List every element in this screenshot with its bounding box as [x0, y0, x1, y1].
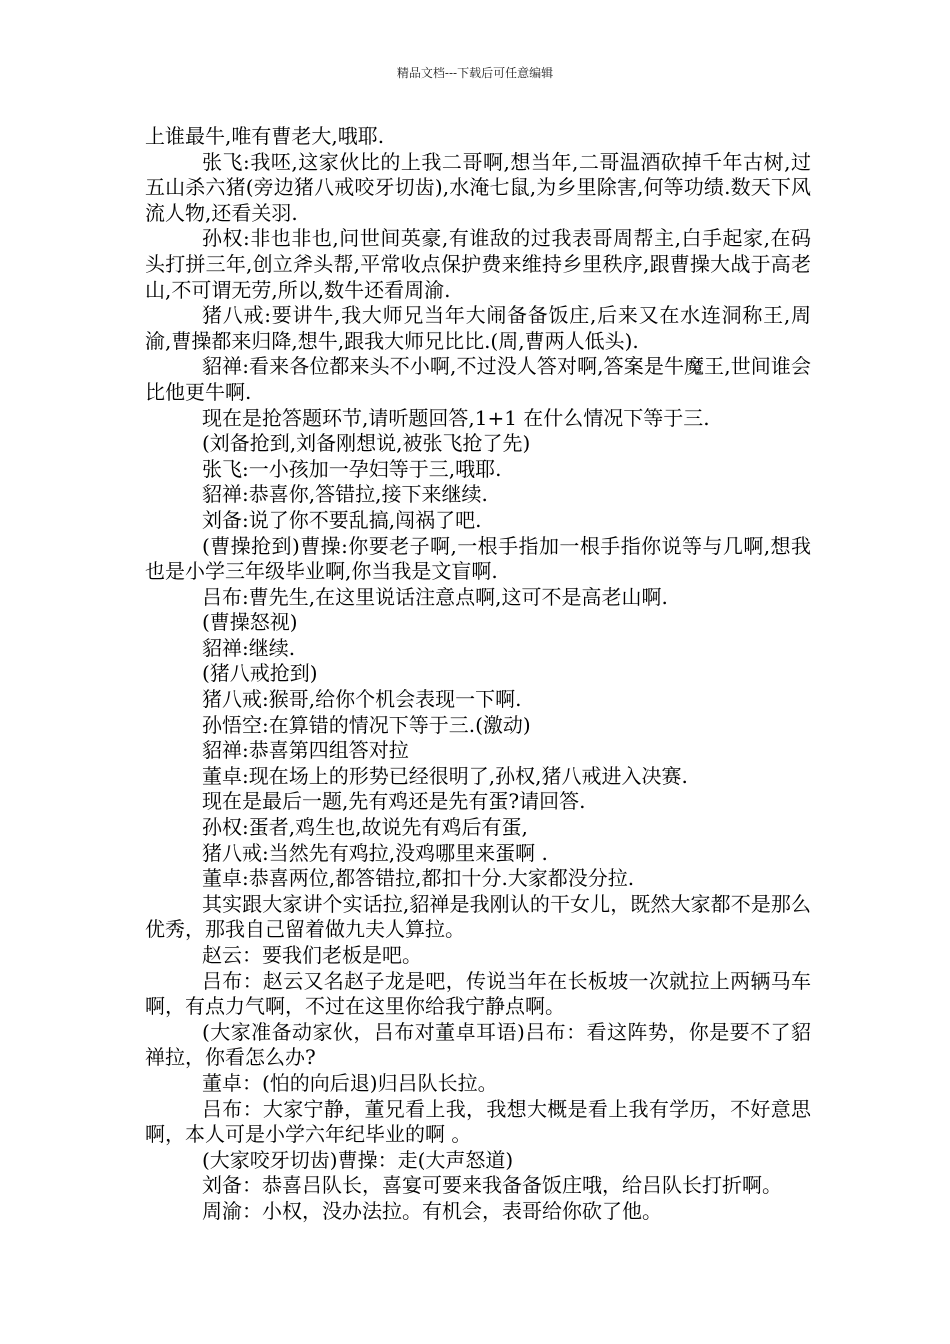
paragraph: 董卓:现在场上的形势已经很明了,孙权,猪八戒进入决赛. — [202, 763, 688, 788]
paragraph: 张飞:我呸,这家伙比的上我二哥啊,想当年,二哥温酒砍掉千年古树,过五山杀六猪(旁边猪八戒咬牙切齿),水淹七鼠,为乡里除害,何等功绩.数天下风流人物,还看关羽. — [145, 149, 811, 225]
paragraph: 吕布：赵云又名赵子龙是吧，传说当年在长板坡一次就拉上两辆马车啊，有点力气啊，不过在这里你给我宁静点啊。 — [145, 968, 811, 1019]
paragraph: 现在是抢答题环节,请听题回答,1+1 在什么情况下等于三. — [202, 405, 710, 430]
paragraph: 上谁最牛,唯有曹老大,哦耶. — [145, 124, 385, 148]
paragraph: 赵云：要我们老板是吧。 — [202, 943, 422, 967]
paragraph: 吕布:曹先生,在这里说话注意点啊,这可不是高老山啊. — [202, 584, 668, 609]
paragraph: 貂禅:恭喜第四组答对拉 — [202, 738, 409, 763]
paragraph: 猪八戒:要讲牛,我大师兄当年大闹备备饭庄,后来又在水连洞称王,周渝,曹操都来归降,想牛,跟我大师兄比比.(周,曹两人低头). — [145, 303, 811, 353]
paragraph: (大家咬牙切齿)曹操：走(大声怒道) — [202, 1147, 514, 1172]
paragraph: 猪八戒:当然先有鸡拉,没鸡哪里来蛋啊 . — [202, 840, 548, 865]
paragraph: 其实跟大家讲个实话拉,貂禅是我刚认的干女儿，既然大家都不是那么优秀，那我自己留着做九夫人算拉。 — [145, 891, 811, 942]
paragraph: 猪八戒:猴哥,给你个机会表现一下啊. — [202, 687, 522, 712]
paragraph: 现在是最后一题,先有鸡还是先有蛋?请回答. — [202, 789, 586, 814]
paragraph: 孙权:蛋者,鸡生也,故说先有鸡后有蛋, — [202, 815, 528, 840]
paragraph: 孙权:非也非也,问世间英豪,有谁敌的过我表哥周帮主,白手起家,在码头打拼三年,创立斧头帮,平常收点保护费来维持乡里秩序,跟曹操大战于高老山,不可谓无劳,所以,数牛还看周渝. — [145, 226, 811, 302]
paragraph: 孙悟空:在算错的情况下等于三.(激动) — [202, 712, 531, 737]
paragraph: 董卓：(怕的向后退)归吕队长拉。 — [202, 1070, 498, 1095]
paragraph: 貂禅:恭喜你,答错拉,接下来继续. — [202, 482, 488, 507]
paragraph: (猪八戒抢到) — [202, 661, 318, 686]
paragraph: 吕布：大家宁静，董兄看上我，我想大概是看上我有学历，不好意思啊，本人可是小学六年纪毕业的啊 。 — [145, 1096, 811, 1147]
paragraph: 貂禅:继续. — [202, 635, 296, 660]
paragraph: (大家准备动家伙，吕布对董卓耳语)吕布：看这阵势，你是要不了貂禅拉，你看怎么办? — [145, 1019, 811, 1070]
paragraph: (曹操怒视) — [202, 610, 298, 635]
paragraph: 周渝：小权，没办法拉。有机会，表哥给你砍了他。 — [202, 1198, 662, 1223]
paragraph: 董卓:恭喜两位,都答错拉,都扣十分.大家都没分拉. — [202, 866, 635, 891]
page-header: 精品文档---下载后可任意编辑 — [396, 66, 554, 80]
paragraph: 貂禅:看来各位都来头不小啊,不过没人答对啊,答案是牛魔王,世间谁会比他更牛啊. — [145, 354, 811, 404]
paragraph: 刘备：恭喜吕队长，喜宴可要来我备备饭庄哦，给吕队长打折啊。 — [202, 1173, 782, 1198]
paragraph: (刘备抢到,刘备刚想说,被张飞抢了先) — [202, 431, 531, 456]
paragraph: 刘备:说了你不要乱搞,闯祸了吧. — [202, 507, 482, 532]
paragraph: 张飞:一小孩加一孕妇等于三,哦耶. — [202, 456, 502, 481]
paragraph: (曹操抢到)曹操:你要老子啊,一根手指加一根手指你说等与几啊,想我也是小学三年级毕业啊,你当我是文盲啊. — [145, 533, 811, 584]
document-body — [145, 124, 811, 1225]
